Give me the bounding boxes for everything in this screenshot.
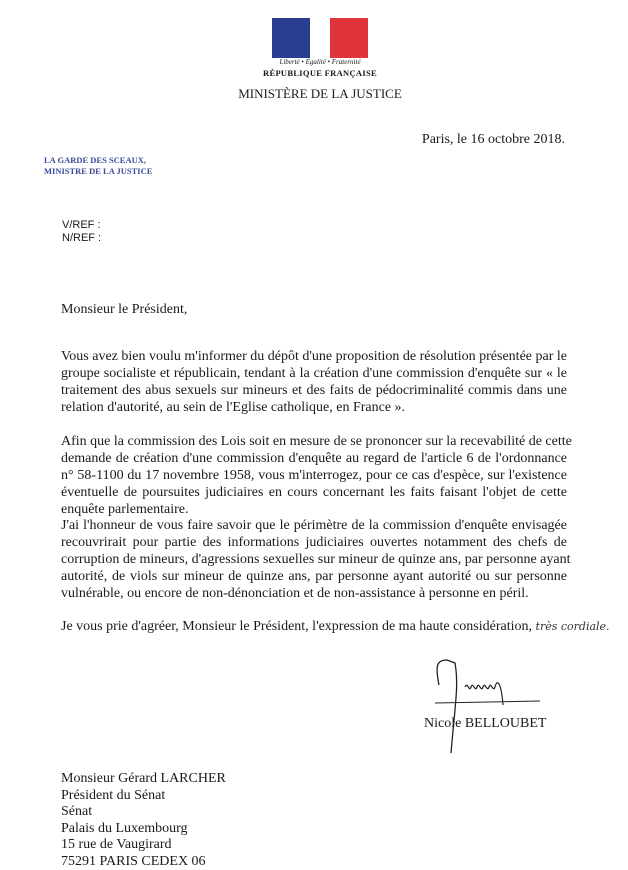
address-line: Palais du Luxembourg (61, 821, 226, 838)
text-line: enquête parlementaire. (61, 501, 567, 518)
paragraph-1 (61, 348, 567, 416)
text-line: Afin que la commission des Lois soit en mesure de se prononcer sur la recevabilité de cette (61, 433, 567, 450)
address-line: 15 rue de Vaugirard (61, 837, 226, 854)
address-line: Président du Sénat (61, 788, 226, 805)
letter-date: Paris, le 16 octobre 2018. (380, 132, 565, 148)
sender-title (44, 155, 152, 177)
text-line: groupe socialiste et républicain, tendant à la création d'une commission d'enquête sur « le (61, 365, 567, 382)
marianne-logo (272, 18, 368, 58)
republic-motto: Liberté • Égalité • Fraternité (240, 58, 400, 66)
closing-text: Je vous prie d'agréer, Monsieur le Président, l'expression de ma haute considération, (61, 619, 532, 634)
sender-line: MINISTRE DE LA JUSTICE (44, 166, 152, 177)
signature (425, 655, 555, 755)
paragraph-3 (61, 517, 567, 602)
ministry-name: MINISTÈRE DE LA JUSTICE (200, 86, 440, 102)
text-line: n° 58-1100 du 17 novembre 1958, vous m'interrogez, pour ce cas d'espèce, sur l'existence (61, 467, 567, 484)
our-ref: N/REF : (62, 232, 101, 245)
handwritten-closing: très cordiale. (536, 620, 610, 633)
text-line: J'ai l'honneur de vous faire savoir que le périmètre de la commission d'enquête envisagée (61, 517, 567, 534)
paragraph-2 (61, 433, 567, 518)
salutation: Monsieur le Président, (61, 302, 187, 318)
sender-line: LA GARDE DES SCEAUX, (44, 155, 152, 166)
your-ref: V/REF : (62, 219, 101, 232)
text-line: traitement des abus sexuels sur mineurs et des faits de pédocriminalité commis dans une (61, 382, 567, 399)
text-line: relation d'autorité, au sein de l'Eglise catholique, en France ». (61, 399, 567, 416)
text-line: Vous avez bien voulu m'informer du dépôt d'une proposition de résolution présentée par le (61, 348, 567, 365)
text-line: autorité, de viols sur mineur de quinze ans, par personne ayant autorité ou sur personne (61, 568, 567, 585)
text-line: corruption de mineurs, d'agressions sexuelles sur mineur de quinze ans, par personne ayant (61, 551, 567, 568)
address-line: Sénat (61, 804, 226, 821)
address-line: Monsieur Gérard LARCHER (61, 771, 226, 788)
references (62, 219, 101, 245)
text-line: vulnérable, ou encore de non-dénonciation et de non-assistance à personne en péril. (61, 585, 567, 602)
signature-name: Nicole BELLOUBET (424, 716, 546, 732)
recipient-address (61, 771, 226, 870)
address-line: 75291 PARIS CEDEX 06 (61, 854, 226, 870)
republic-name: RÉPUBLIQUE FRANÇAISE (240, 68, 400, 78)
text-line: demande de création d'une commission d'enquête au regard de l'article 6 de l'ordonnance (61, 450, 567, 467)
text-line: éventuelle de poursuites judiciaires en cours concernant les faits faisant l'objet de cette (61, 484, 567, 501)
closing (61, 619, 610, 635)
text-line: recouvrirait pour partie des informations judiciaires ouvertes notamment des chefs de (61, 534, 567, 551)
